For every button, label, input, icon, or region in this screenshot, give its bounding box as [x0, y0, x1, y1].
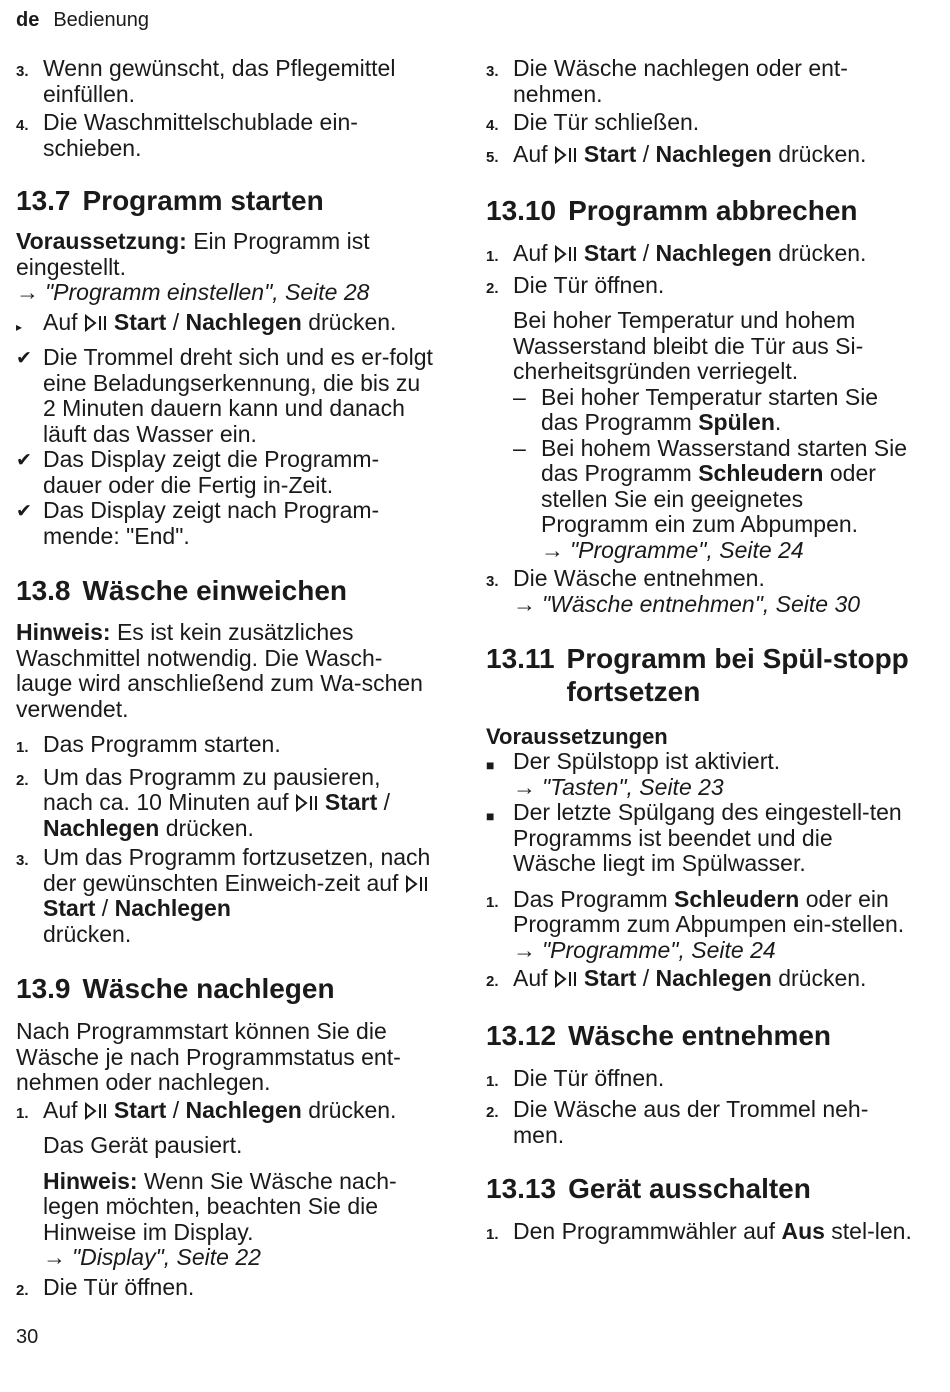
cross-reference: → "Tasten", Seite 23: [513, 773, 724, 800]
section-13-10-heading: 13.10 Programm abbrechen: [486, 195, 858, 226]
section-13-8-heading: 13.8 Wäsche einweichen: [16, 575, 348, 606]
triangle-icon: ▸: [16, 319, 23, 334]
cross-reference: → "Display", Seite 22: [43, 1244, 261, 1270]
start-pause-icon: [405, 875, 429, 893]
step-3: 3. Die Wäsche entnehmen. → "Wäsche entnehmen", Seite 30: [486, 565, 861, 617]
step-1: 1. Den Programmwähler auf Aus stel-len.: [486, 1218, 912, 1244]
step-2: 2. Um das Programm zu pausieren, nach ca. 10 Minuten auf Start / Nachlegen drücken.: [16, 763, 391, 841]
checkmark-icon: ✔: [16, 501, 32, 522]
cross-reference: → "Programme", Seite 24: [513, 936, 776, 963]
section-13-13-heading: 13.13 Gerät ausschalten: [486, 1173, 811, 1204]
cross-reference: → "Wäsche entnehmen", Seite 30: [513, 590, 861, 617]
result-item: ✔ Das Display zeigt nach Program-mende: "End".: [16, 497, 380, 549]
action-step: ▸ Auf Start / Nachlegen drücken.: [16, 310, 436, 341]
section-13-7-heading: 13.7 Programm starten: [16, 185, 324, 216]
step-3: 3. Die Wäsche nachlegen oder ent-nehmen.: [486, 55, 848, 107]
section-13-12-heading: 13.12 Wäsche entnehmen: [486, 1019, 832, 1051]
square-bullet-icon: ■: [486, 808, 495, 824]
start-pause-icon: [84, 314, 108, 332]
dash-item: – Bei hoher Temperatur starten Sie das Programm Spülen.: [513, 383, 879, 435]
step-2: 2. Die Tür öffnen.: [486, 271, 665, 298]
cross-reference: → "Programme", Seite 24: [541, 536, 804, 563]
step-1: 1. Das Programm Schleudern oder ein Programm zum Abpumpen ein-stellen. → "Programme", Seite 24: [486, 885, 905, 963]
step-1: 1. Das Programm starten.: [16, 731, 281, 757]
bullet-item: ■ Der Spülstopp ist aktiviert. → "Tasten", Seite 23: [486, 748, 781, 800]
section-13-11-heading: 13.11 Programm bei Spül-stopp fortsetzen: [486, 643, 909, 707]
bullet-item: ■ Der letzte Spülgang des eingestell-ten Programms ist beendet und die Wäsche liegt im Spülwasser.: [486, 799, 902, 876]
right-column: [486, 56, 916, 1248]
start-pause-icon: [554, 146, 578, 164]
step-4: 4. Die Tür schließen.: [486, 109, 700, 135]
start-pause-icon: [295, 794, 319, 812]
left-column: [16, 56, 436, 1303]
checkmark-icon: ✔: [16, 450, 32, 471]
cross-reference: → "Programm einstellen", Seite 28: [16, 279, 370, 305]
start-pause-icon: [84, 1102, 108, 1120]
start-pause-icon: [554, 245, 578, 263]
prerequisite: Voraussetzung: Ein Programm ist eingestellt.: [16, 228, 370, 280]
note: Hinweis: Es ist kein zusätzliches Waschmittel notwendig. Die Wasch-lauge wird anschließend zum Wa-schen verwendet.: [16, 619, 423, 722]
step-2: 2. Die Wäsche aus der Trommel neh-men.: [486, 1096, 869, 1148]
square-bullet-icon: ■: [486, 757, 495, 773]
start-pause-icon: [554, 970, 578, 988]
step-1: 1. Die Tür öffnen.: [486, 1064, 665, 1091]
section-13-9-heading: 13.9 Wäsche nachlegen: [16, 973, 335, 1004]
page-header: [16, 9, 149, 32]
step-2: 2. Die Tür öffnen.: [16, 1273, 195, 1300]
section-name: Bedienung: [53, 9, 149, 31]
language-tag: de: [16, 9, 40, 31]
step-4-close-drawer: 4. Die Waschmittelschublade ein-schieben.: [16, 109, 358, 161]
step-info: Das Gerät pausiert.: [43, 1132, 243, 1158]
step-3: 3. Um das Programm fortzusetzen, nach der gewünschten Einweich-zeit auf Start / Nachlegen drücken.: [16, 844, 431, 947]
step-1: 1. Auf Start / Nachlegen drücken.: [486, 240, 867, 266]
step-2: 2. Auf Start / Nachlegen drücken.: [486, 965, 867, 991]
checkmark-icon: ✔: [16, 348, 32, 369]
page-number: 30: [16, 1326, 39, 1348]
step-info: Bei hoher Temperatur und hohem Wasserstand bleibt die Tür aus Si-cherheitsgründen verriegelt.: [513, 307, 864, 384]
step-5: 5. Auf Start / Nachlegen drücken.: [486, 140, 867, 167]
prerequisites-heading: Voraussetzungen: [486, 724, 668, 749]
result-item: ✔ Das Display zeigt die Programm-dauer oder die Fertig in-Zeit.: [16, 446, 380, 498]
result-item: ✔ Die Trommel dreht sich und es er-folgt eine Beladungserkennung, die bis zu 2 Minuten dauern kann und danach läuft das Wasser ein.: [16, 344, 433, 447]
intro-text: Nach Programmstart können Sie die Wäsche je nach Programmstatus ent-nehmen oder nachlegen.: [16, 1018, 401, 1095]
note: Hinweis: Wenn Sie Wäsche nach-legen möchten, beachten Sie die Hinweise im Display.: [43, 1167, 397, 1245]
dash-item: – Bei hohem Wasserstand starten Sie das Programm Schleudern oder stellen Sie ein geeignetes Programm ein zum Abpumpen. → "Programme", Seite 24: [513, 434, 908, 563]
step-3-fill-care: 3. Wenn gewünscht, das Pflegemittel einfüllen.: [16, 55, 396, 107]
step-1: 1. Auf Start / Nachlegen drücken.: [16, 1096, 397, 1123]
